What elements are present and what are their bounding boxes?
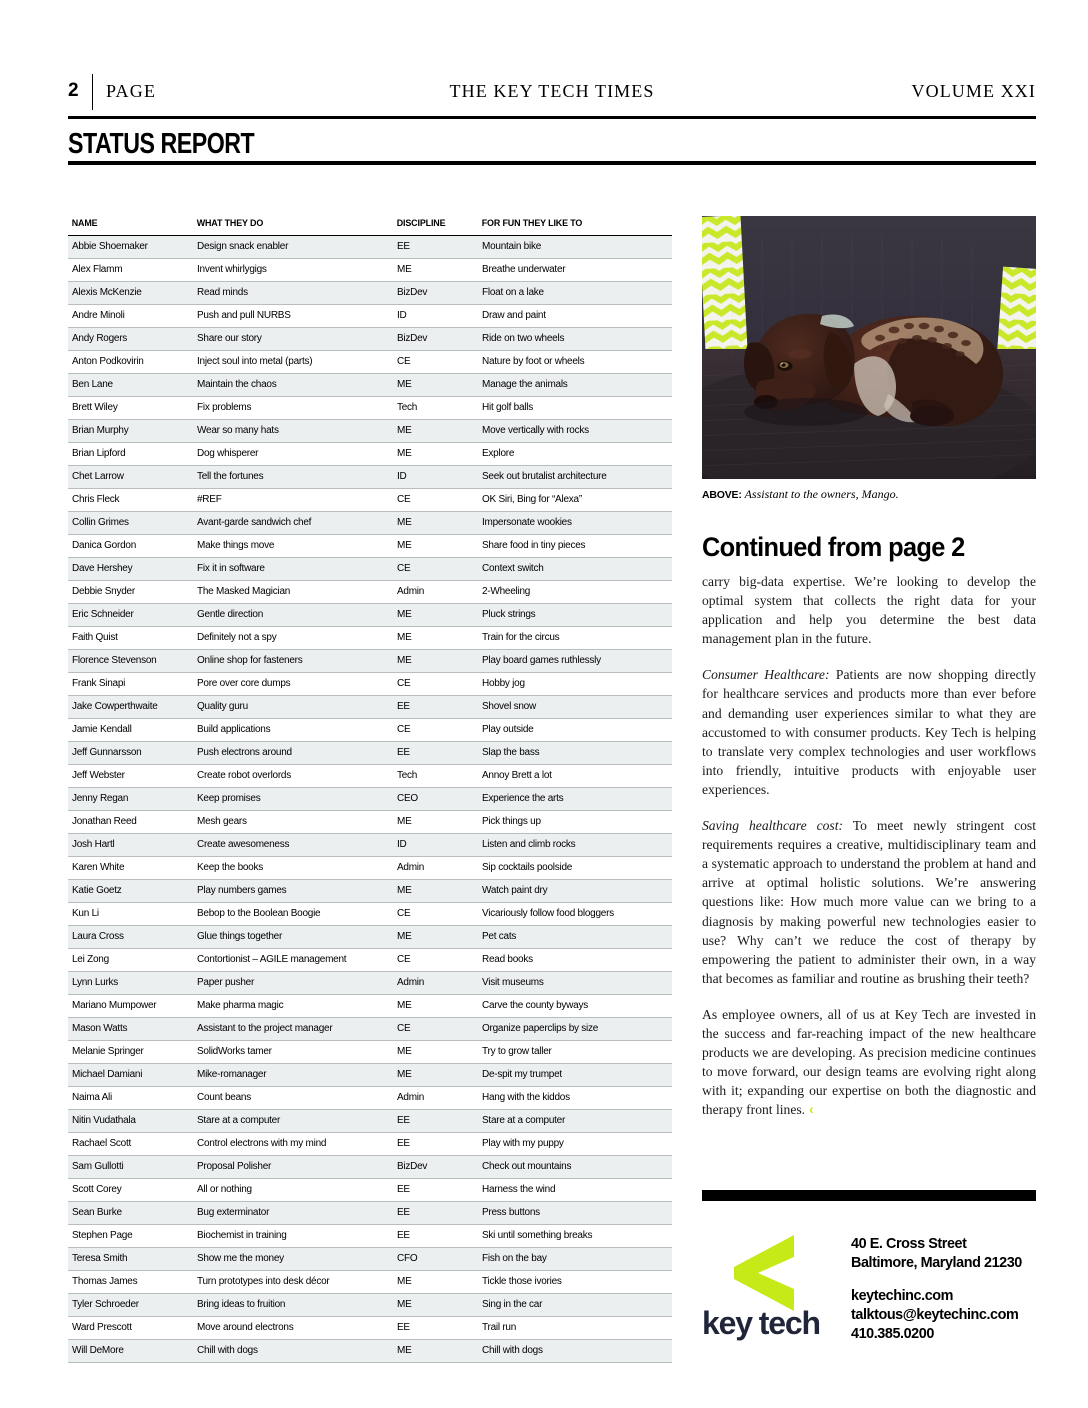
cell-name: Brian Murphy	[68, 420, 193, 443]
cell-for-fun: Ride on two wheels	[478, 328, 672, 351]
table-row	[68, 1179, 672, 1202]
cell-what-they-do: Build applications	[193, 719, 393, 742]
photo-caption	[702, 487, 1036, 502]
cell-discipline: ME	[393, 374, 478, 397]
cell-what-they-do: Online shop for fasteners	[193, 650, 393, 673]
cell-discipline: ME	[393, 650, 478, 673]
cell-discipline: Admin	[393, 581, 478, 604]
cell-discipline: EE	[393, 1317, 478, 1340]
table-row	[68, 1317, 672, 1340]
cell-for-fun: Manage the animals	[478, 374, 672, 397]
cell-discipline: CE	[393, 1018, 478, 1041]
caption-label: ABOVE:	[702, 489, 742, 501]
logo-word-tech: tech	[758, 1305, 820, 1341]
cell-name: Sean Burke	[68, 1202, 193, 1225]
cell-name: Ward Prescott	[68, 1317, 193, 1340]
cell-for-fun: Check out mountains	[478, 1156, 672, 1179]
table-row	[68, 1110, 672, 1133]
cell-discipline: ME	[393, 259, 478, 282]
cell-discipline: CE	[393, 903, 478, 926]
cell-what-they-do: Fix it in software	[193, 558, 393, 581]
table-body	[68, 236, 672, 1363]
cell-what-they-do: Control electrons with my mind	[193, 1133, 393, 1156]
address-line-2: Baltimore, Maryland 21230	[851, 1254, 1022, 1271]
table-row	[68, 696, 672, 719]
cell-for-fun: Draw and paint	[478, 305, 672, 328]
cell-for-fun: Explore	[478, 443, 672, 466]
cell-for-fun: Tickle those ivories	[478, 1271, 672, 1294]
table-row	[68, 1041, 672, 1064]
cell-name: Katie Goetz	[68, 880, 193, 903]
cell-for-fun: Press buttons	[478, 1202, 672, 1225]
cell-name: Ben Lane	[68, 374, 193, 397]
table-row	[68, 972, 672, 995]
cell-for-fun: Ski until something breaks	[478, 1225, 672, 1248]
cell-name: Stephen Page	[68, 1225, 193, 1248]
cell-discipline: CEO	[393, 788, 478, 811]
table-row	[68, 811, 672, 834]
cell-discipline: ME	[393, 627, 478, 650]
cell-what-they-do: Mike-romanager	[193, 1064, 393, 1087]
table-row	[68, 1087, 672, 1110]
cell-discipline: EE	[393, 1133, 478, 1156]
phone-number[interactable]: 410.385.0200	[851, 1325, 934, 1342]
cell-discipline: Tech	[393, 397, 478, 420]
table-row	[68, 627, 672, 650]
column-header-name: NAME	[71, 218, 98, 229]
cell-what-they-do: Biochemist in training	[193, 1225, 393, 1248]
page-number: 2	[68, 80, 79, 101]
cell-for-fun: Context switch	[478, 558, 672, 581]
end-mark-icon: ‹	[805, 1101, 814, 1118]
cell-what-they-do: Push and pull NURBS	[193, 305, 393, 328]
masthead-rule	[68, 116, 1036, 119]
cell-name: Collin Grimes	[68, 512, 193, 535]
cell-name: Chet Larrow	[68, 466, 193, 489]
table-row	[68, 259, 672, 282]
cell-for-fun: Experience the arts	[478, 788, 672, 811]
page-title: STATUS REPORT	[68, 128, 255, 160]
table-row	[68, 328, 672, 351]
cell-name: Naima Ali	[68, 1087, 193, 1110]
cell-for-fun: Vicariously follow food bloggers	[478, 903, 672, 926]
cell-discipline: ME	[393, 604, 478, 627]
cell-discipline: ME	[393, 811, 478, 834]
cell-name: Nitin Vudathala	[68, 1110, 193, 1133]
table-row	[68, 1064, 672, 1087]
table-row	[68, 673, 672, 696]
paragraph-text: Patients are now shopping directly for healthcare services and products more than ever before and demanding user experiences similar to what they are accustomed to with consumer products. Key Tech is helping to translate very complex technologies and user workflows into friendly, intuitive products with enjoyable user experiences.	[702, 667, 1036, 797]
table-row	[68, 903, 672, 926]
column-header-what-they-do: WHAT THEY DO	[196, 218, 264, 229]
table-row	[68, 834, 672, 857]
cell-name: Sam Gullotti	[68, 1156, 193, 1179]
table-row	[68, 535, 672, 558]
cell-for-fun: Watch paint dry	[478, 880, 672, 903]
cell-for-fun: Sing in the car	[478, 1294, 672, 1317]
cell-for-fun: Chill with dogs	[478, 1340, 672, 1363]
column-header-discipline: DISCIPLINE	[396, 218, 446, 229]
cell-for-fun: Breathe underwater	[478, 259, 672, 282]
cell-discipline: ME	[393, 512, 478, 535]
cell-name: Mason Watts	[68, 1018, 193, 1041]
cell-name: Frank Sinapi	[68, 673, 193, 696]
table-row	[68, 581, 672, 604]
cell-what-they-do: Create awesomeness	[193, 834, 393, 857]
dog-photo-image	[702, 216, 1036, 479]
cell-what-they-do: Make things move	[193, 535, 393, 558]
table-row	[68, 512, 672, 535]
cell-discipline: EE	[393, 1202, 478, 1225]
cell-what-they-do: Mesh gears	[193, 811, 393, 834]
cell-what-they-do: Dog whisperer	[193, 443, 393, 466]
article-paragraph	[702, 816, 1036, 988]
table-row	[68, 926, 672, 949]
caption-text: Assistant to the owners, Mango.	[744, 487, 899, 501]
cell-name: Mariano Mumpower	[68, 995, 193, 1018]
table-row	[68, 466, 672, 489]
cell-name: Tyler Schroeder	[68, 1294, 193, 1317]
masthead	[68, 78, 1036, 118]
cell-discipline: CE	[393, 351, 478, 374]
cell-discipline: ME	[393, 880, 478, 903]
table-row	[68, 1294, 672, 1317]
cell-what-they-do: Maintain the chaos	[193, 374, 393, 397]
cell-name: Debbie Snyder	[68, 581, 193, 604]
table-row	[68, 374, 672, 397]
cell-for-fun: Try to grow taller	[478, 1041, 672, 1064]
table-row	[68, 1248, 672, 1271]
volume-label: VOLUME XXI	[911, 81, 1036, 101]
cell-for-fun: Play with my puppy	[478, 1133, 672, 1156]
cell-name: Danica Gordon	[68, 535, 193, 558]
cell-for-fun: De-spit my trumpet	[478, 1064, 672, 1087]
table-header	[68, 218, 672, 236]
cell-for-fun: Seek out brutalist architecture	[478, 466, 672, 489]
paragraph-lead-in: Saving healthcare cost:	[702, 818, 844, 834]
column-header-for-fun: FOR FUN THEY LIKE TO	[481, 218, 583, 229]
cell-name: Jenny Regan	[68, 788, 193, 811]
cell-name: Anton Podkovirin	[68, 351, 193, 374]
table-row	[68, 236, 672, 259]
table-row	[68, 351, 672, 374]
cell-discipline: ME	[393, 535, 478, 558]
cell-discipline: ME	[393, 1064, 478, 1087]
cell-what-they-do: Show me the money	[193, 1248, 393, 1271]
cell-for-fun: Pick things up	[478, 811, 672, 834]
cell-what-they-do: Invent whirlygigs	[193, 259, 393, 282]
cell-for-fun: Hit golf balls	[478, 397, 672, 420]
cell-what-they-do: Proposal Polisher	[193, 1156, 393, 1179]
cell-what-they-do: Keep promises	[193, 788, 393, 811]
cell-for-fun: Hobby jog	[478, 673, 672, 696]
cell-for-fun: Stare at a computer	[478, 1110, 672, 1133]
table-row	[68, 443, 672, 466]
table-row	[68, 1156, 672, 1179]
cell-for-fun: Annoy Brett a lot	[478, 765, 672, 788]
cell-discipline: EE	[393, 1110, 478, 1133]
table-row	[68, 397, 672, 420]
cell-discipline: ME	[393, 443, 478, 466]
cell-what-they-do: Read minds	[193, 282, 393, 305]
cell-what-they-do: Inject soul into metal (parts)	[193, 351, 393, 374]
cell-what-they-do: Make pharma magic	[193, 995, 393, 1018]
cell-for-fun: Float on a lake	[478, 282, 672, 305]
cell-what-they-do: Fix problems	[193, 397, 393, 420]
cell-what-they-do: Stare at a computer	[193, 1110, 393, 1133]
table-row	[68, 1018, 672, 1041]
table-row	[68, 995, 672, 1018]
cell-discipline: BizDev	[393, 1156, 478, 1179]
cell-discipline: ME	[393, 1340, 478, 1363]
cell-name: Rachael Scott	[68, 1133, 193, 1156]
cell-for-fun: Share food in tiny pieces	[478, 535, 672, 558]
cell-discipline: EE	[393, 236, 478, 259]
cell-what-they-do: Wear so many hats	[193, 420, 393, 443]
table-row	[68, 420, 672, 443]
cell-for-fun: OK Siri, Bing for “Alexa”	[478, 489, 672, 512]
cell-what-they-do: Avant-garde sandwich chef	[193, 512, 393, 535]
cell-for-fun: Train for the circus	[478, 627, 672, 650]
section-rule	[68, 161, 1036, 165]
paragraph-text: To meet newly stringent cost requirements requires a creative, multidisciplinary team and a systematic approach to understand the problem at hand and arrive at optimal holistic solutions. We’re answering questions like: How much more value can we bring to a diagnosis by making powerful new technologies easier to use? Why can’t we reduce the cost of therapy by empowering the patient to administer their own, in a way that becomes as familiar and routine as brushing their teeth?	[702, 818, 1036, 986]
cell-for-fun: Read books	[478, 949, 672, 972]
cell-name: Michael Damiani	[68, 1064, 193, 1087]
cell-for-fun: Hang with the kiddos	[478, 1087, 672, 1110]
table-row	[68, 1340, 672, 1363]
cell-name: Kun Li	[68, 903, 193, 926]
cell-for-fun: Pet cats	[478, 926, 672, 949]
cell-name: Brian Lipford	[68, 443, 193, 466]
logo-word-key: key	[702, 1305, 752, 1341]
cell-name: Will DeMore	[68, 1340, 193, 1363]
cell-what-they-do: Move around electrons	[193, 1317, 393, 1340]
cell-what-they-do: Paper pusher	[193, 972, 393, 995]
cell-for-fun: Slap the bass	[478, 742, 672, 765]
cell-discipline: EE	[393, 696, 478, 719]
cell-name: Florence Stevenson	[68, 650, 193, 673]
cell-name: Laura Cross	[68, 926, 193, 949]
cell-what-they-do: Gentle direction	[193, 604, 393, 627]
article-paragraph	[702, 1005, 1036, 1120]
article-paragraph	[702, 665, 1036, 799]
cell-for-fun: Shovel snow	[478, 696, 672, 719]
footer-rule	[702, 1190, 1036, 1201]
cell-for-fun: Play outside	[478, 719, 672, 742]
table-row	[68, 880, 672, 903]
cell-name: Jeff Gunnarsson	[68, 742, 193, 765]
cell-name: Dave Hershey	[68, 558, 193, 581]
cell-what-they-do: All or nothing	[193, 1179, 393, 1202]
article-paragraph	[702, 572, 1036, 648]
cell-name: Melanie Springer	[68, 1041, 193, 1064]
paragraph-lead-in: Consumer Healthcare:	[702, 667, 830, 683]
cell-what-they-do: #REF	[193, 489, 393, 512]
cell-name: Andre Minoli	[68, 305, 193, 328]
cell-discipline: ME	[393, 926, 478, 949]
cell-discipline: ME	[393, 420, 478, 443]
cell-what-they-do: Keep the books	[193, 857, 393, 880]
keytech-logo	[702, 1232, 830, 1344]
cell-name: Lynn Lurks	[68, 972, 193, 995]
cell-what-they-do: Definitely not a spy	[193, 627, 393, 650]
website-link[interactable]: keytechinc.com	[851, 1287, 954, 1304]
cell-name: Alex Flamm	[68, 259, 193, 282]
cell-what-they-do: Create robot overlords	[193, 765, 393, 788]
cell-name: Alexis McKenzie	[68, 282, 193, 305]
table-row	[68, 719, 672, 742]
table-row	[68, 604, 672, 627]
cell-what-they-do: Chill with dogs	[193, 1340, 393, 1363]
publication-title: THE KEY TECH TIMES	[449, 81, 655, 101]
table-row	[68, 788, 672, 811]
cell-for-fun: Impersonate wookies	[478, 512, 672, 535]
table-row	[68, 305, 672, 328]
cell-what-they-do: Bebop to the Boolean Boogie	[193, 903, 393, 926]
table-row	[68, 489, 672, 512]
paragraph-text: As employee owners, all of us at Key Tech are invested in the success and far-reaching impact of the new healthcare products we are developing. As precision medicine continues to move forward, our design teams are evolving right along with it; expanding our expertise on both the diagnostic and therapy front lines.	[702, 1006, 1036, 1118]
cell-for-fun: Organize paperclips by size	[478, 1018, 672, 1041]
cell-what-they-do: Tell the fortunes	[193, 466, 393, 489]
cell-discipline: CE	[393, 949, 478, 972]
table-row	[68, 282, 672, 305]
cell-name: Jeff Webster	[68, 765, 193, 788]
cell-discipline: Admin	[393, 857, 478, 880]
address-line-1: 40 E. Cross Street	[851, 1235, 967, 1252]
cell-name: Faith Quist	[68, 627, 193, 650]
cell-discipline: ME	[393, 1271, 478, 1294]
cell-what-they-do: Share our story	[193, 328, 393, 351]
dog-photo	[702, 216, 1036, 479]
cell-for-fun: Move vertically with rocks	[478, 420, 672, 443]
cell-what-they-do: SolidWorks tamer	[193, 1041, 393, 1064]
cell-name: Chris Fleck	[68, 489, 193, 512]
cell-name: Karen White	[68, 857, 193, 880]
cell-for-fun: Sip cocktails poolside	[478, 857, 672, 880]
cell-what-they-do: Bring ideas to fruition	[193, 1294, 393, 1317]
cell-name: Jonathan Reed	[68, 811, 193, 834]
cell-for-fun: Trail run	[478, 1317, 672, 1340]
cell-for-fun: Fish on the bay	[478, 1248, 672, 1271]
table-row	[68, 558, 672, 581]
cell-name: Scott Corey	[68, 1179, 193, 1202]
cell-what-they-do: Pore over core dumps	[193, 673, 393, 696]
table-row	[68, 1133, 672, 1156]
cell-for-fun: 2-Wheeling	[478, 581, 672, 604]
article-body	[702, 572, 1036, 1136]
cell-name: Jake Cowperthwaite	[68, 696, 193, 719]
cell-name: Jamie Kendall	[68, 719, 193, 742]
table-row	[68, 857, 672, 880]
cell-what-they-do: Design snack enabler	[193, 236, 393, 259]
cell-for-fun: Nature by foot or wheels	[478, 351, 672, 374]
cell-what-they-do: Assistant to the project manager	[193, 1018, 393, 1041]
staff-table	[68, 218, 672, 1363]
email-link[interactable]: talktous@keytechinc.com	[851, 1306, 1019, 1323]
cell-discipline: CE	[393, 673, 478, 696]
cell-discipline: Tech	[393, 765, 478, 788]
cell-what-they-do: Count beans	[193, 1087, 393, 1110]
cell-for-fun: Visit museums	[478, 972, 672, 995]
cell-what-they-do: Contortionist – AGILE management	[193, 949, 393, 972]
cell-name: Andy Rogers	[68, 328, 193, 351]
page-label: PAGE	[106, 81, 157, 101]
cell-name: Thomas James	[68, 1271, 193, 1294]
cell-discipline: Admin	[393, 972, 478, 995]
paragraph-text: carry big-data expertise. We’re looking to develop the optimal system that collects the right data for your application and help you determine the best data management plan in the future.	[702, 574, 1036, 647]
table-row	[68, 742, 672, 765]
cell-what-they-do: Glue things together	[193, 926, 393, 949]
cell-what-they-do: The Masked Magician	[193, 581, 393, 604]
keytech-wordmark	[702, 1306, 820, 1340]
cell-name: Lei Zong	[68, 949, 193, 972]
cell-discipline: EE	[393, 742, 478, 765]
cell-for-fun: Carve the county byways	[478, 995, 672, 1018]
cell-name: Eric Schneider	[68, 604, 193, 627]
cell-name: Josh Hartl	[68, 834, 193, 857]
table-row	[68, 765, 672, 788]
cell-discipline: Admin	[393, 1087, 478, 1110]
cell-discipline: ME	[393, 1294, 478, 1317]
cell-what-they-do: Play numbers games	[193, 880, 393, 903]
cell-discipline: EE	[393, 1179, 478, 1202]
cell-for-fun: Harness the wind	[478, 1179, 672, 1202]
cell-discipline: EE	[393, 1225, 478, 1248]
cell-what-they-do: Bug exterminator	[193, 1202, 393, 1225]
table-row	[68, 949, 672, 972]
table-row	[68, 1271, 672, 1294]
cell-discipline: CE	[393, 558, 478, 581]
cell-for-fun: Listen and climb rocks	[478, 834, 672, 857]
cell-discipline: BizDev	[393, 282, 478, 305]
cell-discipline: BizDev	[393, 328, 478, 351]
cell-name: Teresa Smith	[68, 1248, 193, 1271]
table-row	[68, 1202, 672, 1225]
cell-discipline: ID	[393, 305, 478, 328]
cell-name: Brett Wiley	[68, 397, 193, 420]
cell-discipline: ME	[393, 995, 478, 1018]
cell-discipline: CE	[393, 719, 478, 742]
cell-discipline: ID	[393, 466, 478, 489]
cell-discipline: CE	[393, 489, 478, 512]
article-heading: Continued from page 2	[702, 532, 965, 562]
cell-what-they-do: Turn prototypes into desk décor	[193, 1271, 393, 1294]
cell-for-fun: Mountain bike	[478, 236, 672, 259]
table-header-row	[68, 218, 672, 236]
cell-discipline: CFO	[393, 1248, 478, 1271]
table-row	[68, 1225, 672, 1248]
contact-block	[851, 1234, 1033, 1343]
cell-discipline: ME	[393, 1041, 478, 1064]
cell-for-fun: Pluck strings	[478, 604, 672, 627]
cell-what-they-do: Quality guru	[193, 696, 393, 719]
cell-for-fun: Play board games ruthlessly	[478, 650, 672, 673]
cell-what-they-do: Push electrons around	[193, 742, 393, 765]
cell-discipline: ID	[393, 834, 478, 857]
table-row	[68, 650, 672, 673]
cell-name: Abbie Shoemaker	[68, 236, 193, 259]
